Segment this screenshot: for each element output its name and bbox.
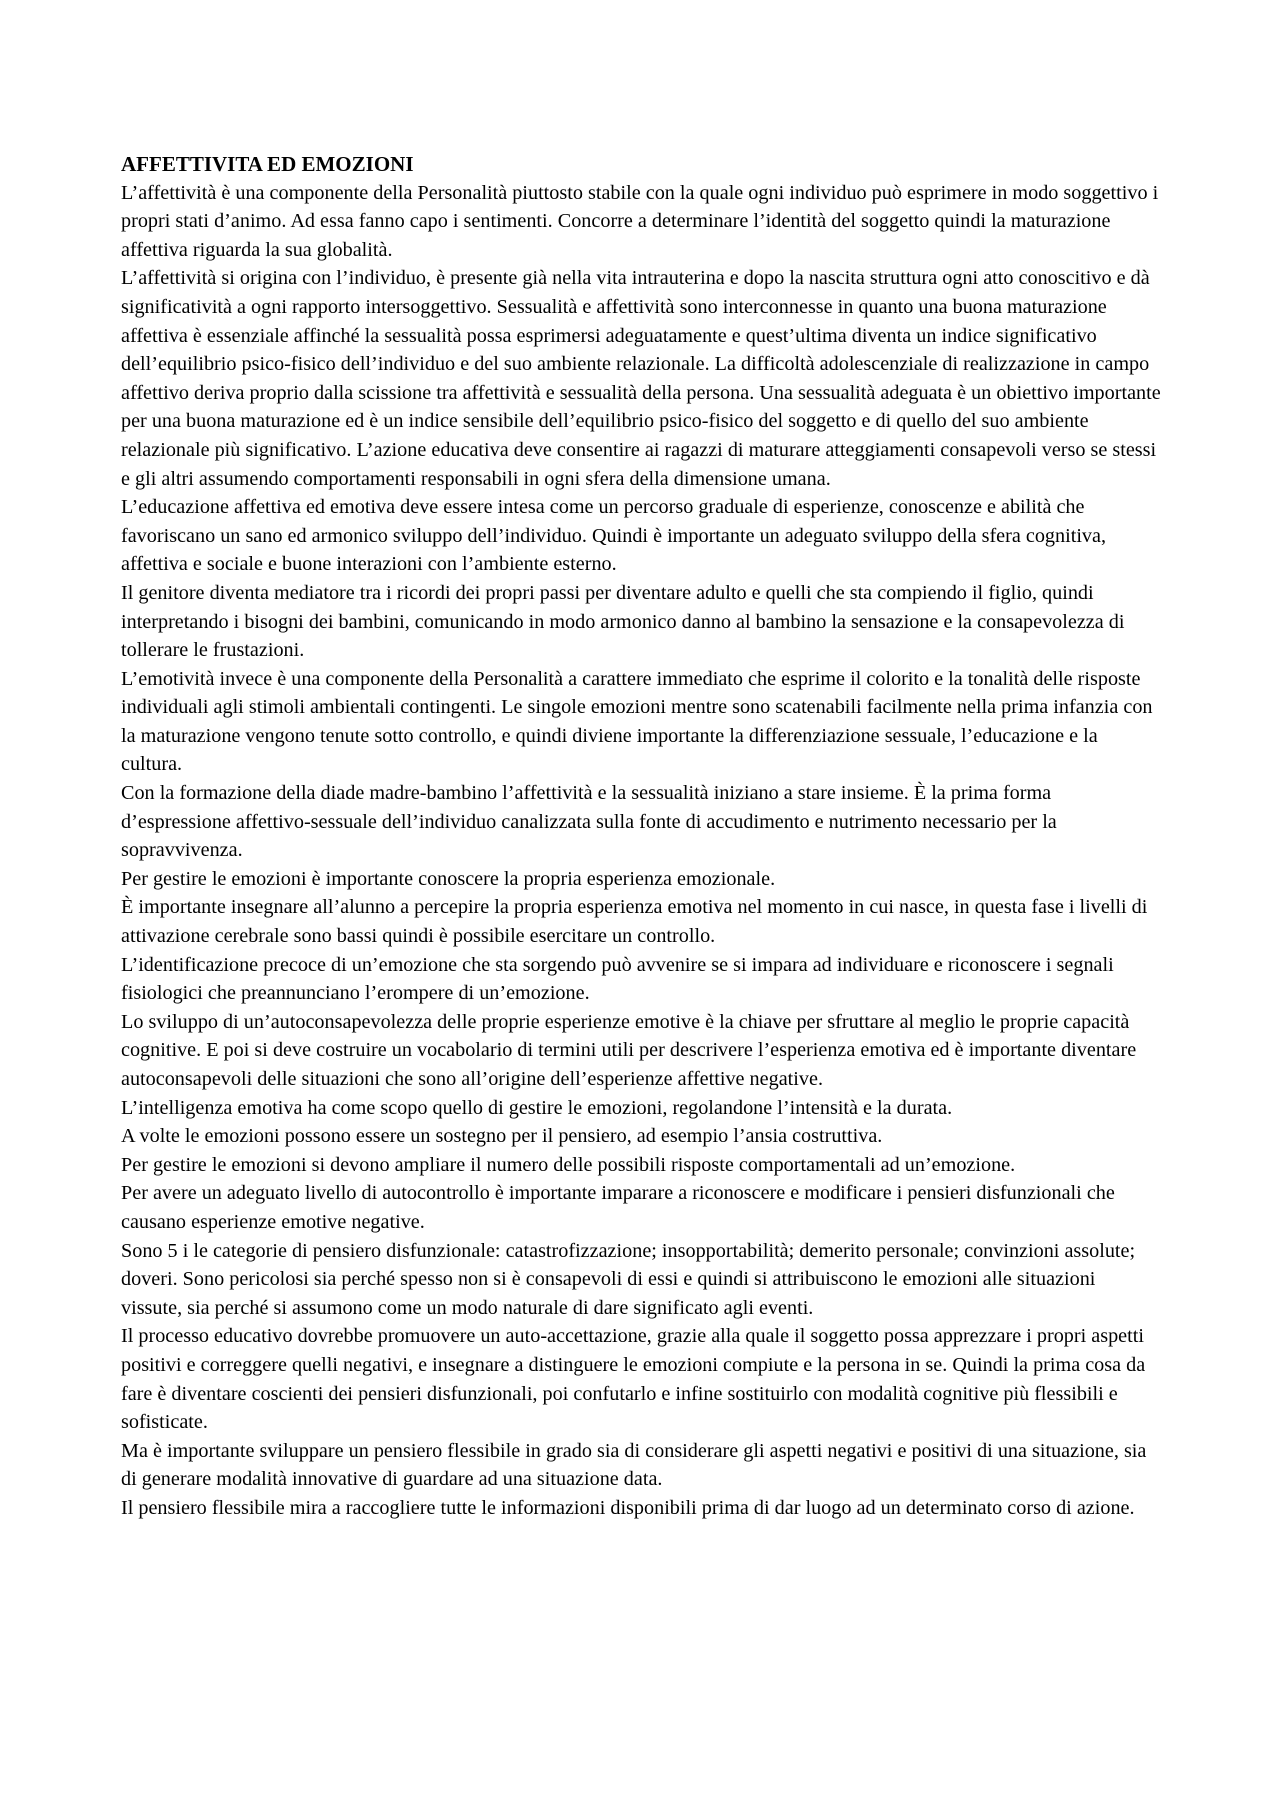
paragraph-affettivita-definizione: L’affettività è una componente della Personalità piuttosto stabile con la quale ogni individuo può esprimere in modo soggettivo i propri stati d’animo. Ad essa fanno capo i sentimenti. Concorre a determinare l’identità del soggetto quindi la maturazione affettiva riguarda la sua globalità.	[121, 181, 1159, 261]
paragraph-affettivita-origine: L’affettività si origina con l’individuo, è presente già nella vita intrauterina e dopo la nascita struttura ogni atto conoscitivo e dà significatività a ogni rapporto intersoggettivo. Sessualità e affettività sono interconnesse in quanto una buona maturazione affettiva è essenziale affinché la sessualità possa esprimersi adeguatamente e quest’ultima diventa un indice significativo dell’equilibrio psico-fisico dell’individuo e del suo ambiente relazionale. La difficoltà adolescenziale di realizzazione in campo affettivo deriva proprio dalla scissione tra affettività e sessualità della persona. Una sessualità adeguata è un obiettivo importante per una buona maturazione ed è un indice sensibile dell’equilibrio psico-fisico del soggetto e di quello del suo ambiente relazionale più significativo. L’azione educativa deve consentire ai ragazzi di maturare atteggiamenti consapevoli verso se stessi e gli altri assumendo comportamenti responsabili in ogni sfera della dimensione umana.	[121, 267, 1161, 490]
paragraph-processo-educativo: Il processo educativo dovrebbe promuovere un auto-accettazione, grazie alla quale il soggetto possa apprezzare i propri aspetti positivi e correggere quelli negativi, e insegnare a distinguere le emozioni compiute e la persona in se. Quindi la prima cosa da fare è diventare coscienti dei pensieri disfunzionali, poi confutarlo e infine sostituirlo con modalità cognitive più flessibili e sofisticate.	[121, 1325, 1146, 1434]
paragraph-pensiero-disfunzionale: Sono 5 i le categorie di pensiero disfunzionale: catastrofizzazione; insopportabilità; demerito personale; convinzioni assolute; doveri. Sono pericolosi sia perché spesso non si è consapevoli di essi e quindi si attribuiscono le emozioni alle situazioni vissute, sia perché si assumono come un modo naturale di dare significato agli eventi.	[121, 1239, 1136, 1319]
paragraph-genitore-mediatore: Il genitore diventa mediatore tra i ricordi dei propri passi per diventare adulto e quelli che sta compiendo il figlio, quindi interpretando i bisogni dei bambini, comunicando in modo armonico danno al bambino la sensazione e la consapevolezza di tollerare le frustazioni.	[121, 581, 1125, 662]
paragraph-intelligenza-emotiva: L’intelligenza emotiva ha come scopo quello di gestire le emozioni, regolandone l’intensità e la durata.	[121, 1096, 953, 1119]
paragraph-pensiero-flessibile: Ma è importante sviluppare un pensiero flessibile in grado sia di considerare gli aspetti negativi e positivi di una situazione, sia di generare modalità innovative di guardare ad una situazione data.	[121, 1439, 1147, 1491]
paragraph-raccogliere-informazioni: Il pensiero flessibile mira a raccogliere tutte le informazioni disponibili prima di dar luogo ad un determinato corso di azione.	[121, 1496, 1135, 1519]
paragraph-identificazione-precoce: L’identificazione precoce di un’emozione che sta sorgendo può avvenire se si impara ad individuare e riconoscere i segnali fisiologici che preannunciano l’erompere di un’emozione.	[121, 953, 1114, 1005]
paragraph-ansia-costruttiva: A volte le emozioni possono essere un sostegno per il pensiero, ad esempio l’ansia costruttiva.	[121, 1125, 883, 1148]
paragraph-emotivita: L’emotività invece è una componente della Personalità a carattere immediato che esprime il colorito e la tonalità delle risposte individuali agli stimoli ambientali contingenti. Le singole emozioni mentre sono scatenabili facilmente nella prima infanzia con la maturazione vengono tenute sotto controllo, e quindi diviene importante la differenziazione sessuale, l’educazione e la cultura.	[121, 667, 1153, 776]
paragraph-educazione-affettiva: L’educazione affettiva ed emotiva deve essere intesa come un percorso graduale di esperienze, conoscenze e abilità che favoriscano un sano ed armonico sviluppo dell’individuo. Quindi è importante un adeguato sviluppo della sfera cognitiva, affettiva e sociale e buone interazioni con l’ambiente esterno.	[121, 496, 1107, 576]
paragraph-autoconsapevolezza: Lo sviluppo di un’autoconsapevolezza delle proprie esperienze emotive è la chiave per sfruttare al meglio le proprie capacità cognitive. E poi si deve costruire un vocabolario di termini utili per descrivere l’esperienza emotiva ed è importante diventare autoconsapevoli delle situazioni che sono all’origine dell’esperienze affettive negative.	[121, 1010, 1137, 1090]
paragraph-diade-madre-bambino: Con la formazione della diade madre-bambino l’affettività e la sessualità iniziano a stare insieme. È la prima forma d’espressione affettivo-sessuale dell’individuo canalizzata sulla fonte di accudimento e nutrimento necessario per la sopravvivenza.	[121, 782, 1057, 862]
document-page	[121, 150, 1161, 1523]
paragraph-autocontrollo: Per avere un adeguato livello di autocontrollo è importante imparare a riconoscere e modificare i pensieri disfunzionali che causano esperienze emotive negative.	[121, 1182, 1115, 1233]
paragraph-percepire-esperienza: È importante insegnare all’alunno a percepire la propria esperienza emotiva nel momento in cui nasce, in questa fase i livelli di attivazione cerebrale sono bassi quindi è possibile esercitare un controllo.	[121, 896, 1148, 948]
paragraph-gestire-emozioni: Per gestire le emozioni è importante conoscere la propria esperienza emozionale.	[121, 867, 776, 890]
paragraph-risposte-comportamentali: Per gestire le emozioni si devono ampliare il numero delle possibili risposte comportamentali ad un’emozione.	[121, 1153, 1016, 1176]
document-title: AFFETTIVITA ED EMOZIONI	[121, 152, 414, 176]
